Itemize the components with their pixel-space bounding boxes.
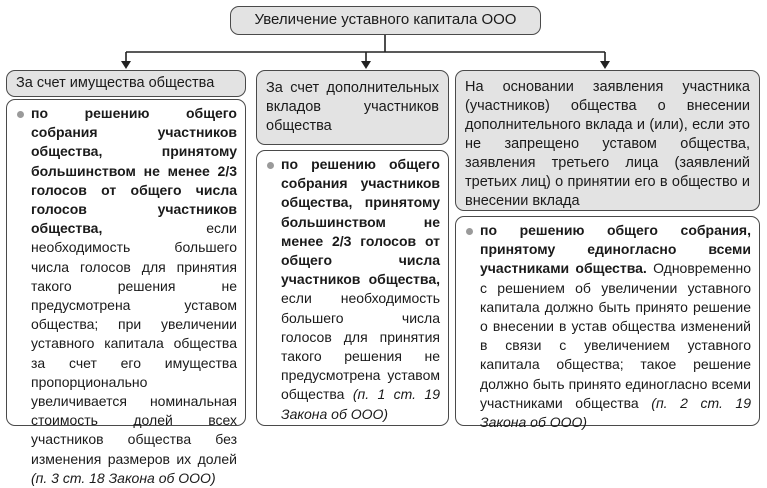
column-3-header-text: На основании заявления участника (участников) общества о внесении дополнительного вклада и (или), если это не запрещено уставом общества, заявления третьего лица (заявлений третьих лиц) о принятии его в общество и внесении вклада: [465, 79, 750, 209]
column-1-text: если необходимость большего числа голосов для принятия такого решения не предусмотрена уставом общества; при увеличении уставного капитала общества за счет его имущества пропорционально увеличивается номинальная стоимость долей всех участников общества без изменения размеров их долей: [31, 220, 237, 467]
column-2-bold-text: по решению общего собрания участников общества, принятому большинством не менее 2/3 голосов от общего числа участников общества,: [281, 156, 440, 288]
column-1-header: [6, 70, 246, 97]
column-3-body: [455, 216, 760, 431]
bullet-icon: [466, 228, 473, 235]
column-3-bold-text: по решению общего собрания, принятому единогласно всеми участниками общества.: [480, 222, 751, 277]
column-1-header-text: За счет имущества общества: [16, 75, 215, 91]
column-3-text: Одновременно с решением об увеличении уставного капитала должно быть принято решение о внесении в устав общества изменений в связи с увеличением уставного капитала общества; такое решение должно быть принято единогласно всеми участниками общества: [480, 260, 752, 411]
column-3-header: [455, 70, 760, 211]
root-title: Увеличение уставного капитала ООО: [254, 11, 517, 28]
column-1-ref: (п. 3 ст. 18 Закона об ООО): [31, 469, 216, 486]
arrow-2-icon: [361, 61, 371, 69]
root-title-box: [230, 6, 541, 35]
column-2-body: [256, 150, 449, 426]
column-1-bold-text: по решению общего собрания участников общества, принятому большинством не менее 2/3 голосов от общего числа голосов участников общества,: [31, 105, 237, 237]
column-1-body: [6, 99, 246, 486]
bullet-icon: [17, 111, 24, 118]
arrow-3-icon: [600, 61, 610, 69]
column-2-ref: (п. 1 ст. 19 Закона об ООО): [281, 386, 440, 422]
column-3-ref: (п. 2 ст. 19 Закона об ООО): [480, 394, 751, 431]
column-2-header: [256, 70, 449, 145]
bullet-icon: [267, 162, 274, 169]
column-2-text: если необходимость большего числа голосов для принятия такого решения не предусмотрена уставом общества: [281, 290, 440, 403]
column-2-header-text: За счет дополнительных вкладов участников общества: [266, 80, 439, 134]
arrow-1-icon: [121, 61, 131, 69]
